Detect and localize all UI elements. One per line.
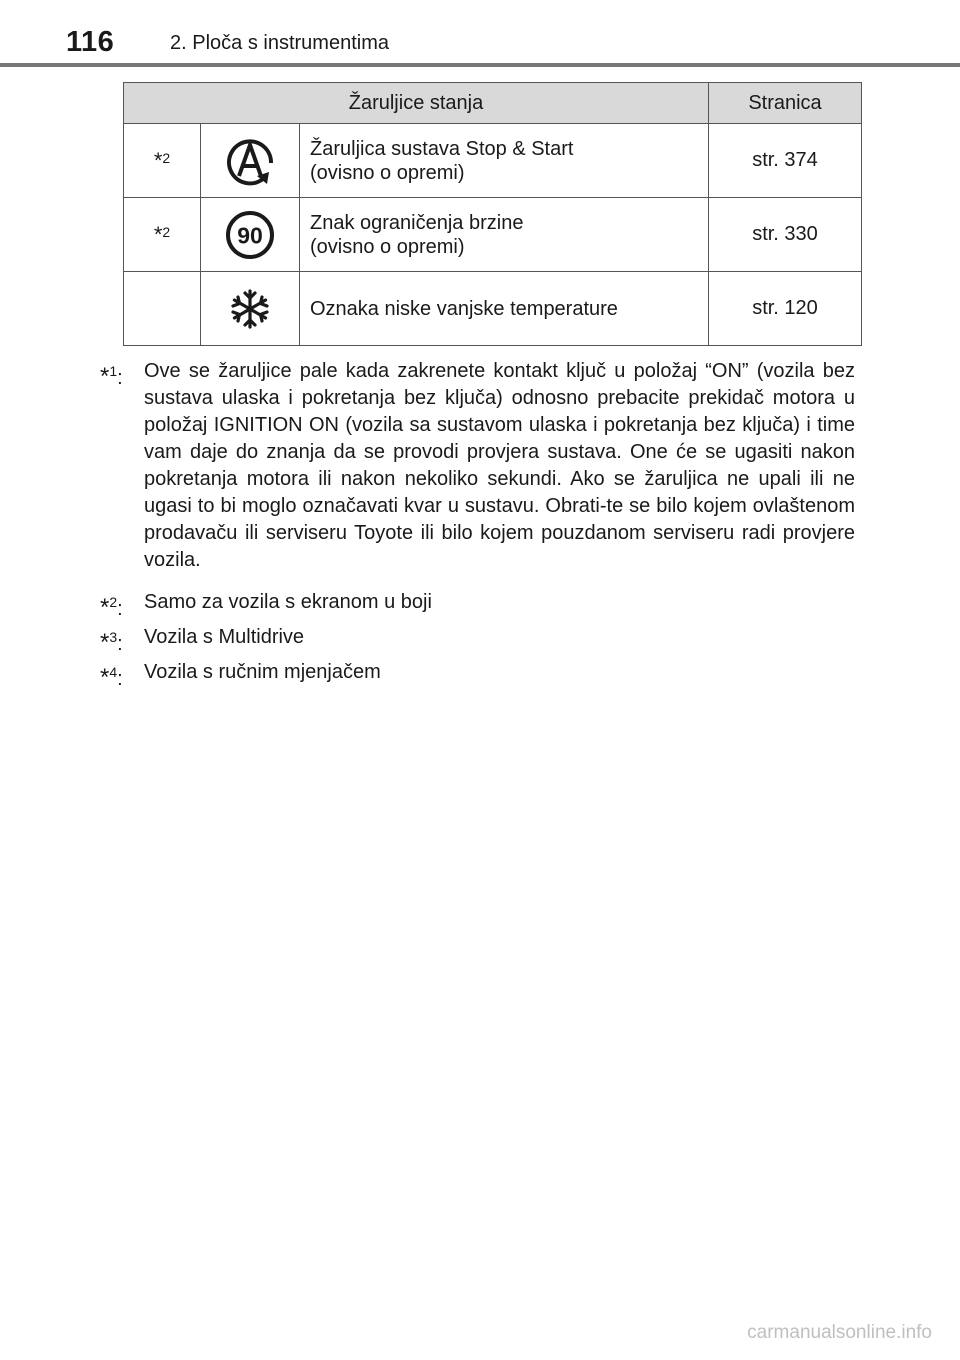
table-header-row [124,83,862,124]
row-description: Žaruljica sustava Stop & Start (ovisno o opremi) [300,124,709,198]
svg-text:90: 90 [237,222,263,248]
table-row [124,124,862,198]
header-rule [0,63,960,67]
column-header-lamps: Žaruljice stanja [124,83,709,124]
footnote-mark: *$^2$ [124,198,201,272]
watermark: carmanualsonline.info [747,1322,932,1343]
page-reference: str. 330 [709,198,862,272]
speed-limit-90-icon [224,209,276,261]
footnote-mark [124,272,201,346]
footnote-mark: *$^2$ [124,124,201,198]
page-reference: str. 374 [709,124,862,198]
footnote-text: Vozila s ručnim mjenjačem [144,661,381,683]
footnote-2: *$^2$: Samo za vozila s ekranom u boji [100,589,855,616]
table-row [124,272,862,346]
footnote-3: *$^3$: Vozila s Multidrive [100,624,855,651]
page-number: 116 [66,26,115,58]
section-title: 2. Ploča s instrumentima [170,32,389,54]
footnote-1: *$^1$: Ove se žaruljice pale kada zakrenete kontakt ključ u položaj “ON” (vozila bez sustava ulaska i pokretanja bez ključa) odnosno prebacite prekidač motora u položaj IGNITION ON (vozila sa sustavom ulaska i pokretanja bez ključa) i time vam daje do znanja da se provodi provjera sustava. One će se ugasiti nakon pokretanja motora ili nakon nekoliko sekundi. Ako se žaruljica ne upali ili ne ugasi to bi moglo označavati kvar u sustavu. Obrati-te se bilo kojem ovlaštenom prodavaču ili serviseru Toyote ili bilo kojem pouzdanom serviseru radi provjere vozila. [100,358,855,574]
row-description: Oznaka niske vanjske temperature [300,272,709,346]
indicator-table [123,82,862,346]
column-header-page: Stranica [709,83,862,124]
snowflake-icon [228,287,272,331]
footnote-4: *$^4$: Vozila s ručnim mjenjačem [100,659,855,686]
stop-start-icon [223,134,277,188]
table-row [124,198,862,272]
footnote-text: Vozila s Multidrive [144,626,305,648]
footnote-text: Samo za vozila s ekranom u boji [144,591,432,613]
page-reference: str. 120 [709,272,862,346]
footnote-text: Ove se žaruljice pale kada zakrenete kontakt ključ u položaj “ON” (vozila bez sustava ulaska i pokretanja bez ključa) odnosno prebacite prekidač motora u položaj IGNITION ON (vozila sa sustavom ulaska i pokretanja bez ključa) i time vam daje do znanja da se provodi provjera sustava. One će se ugasiti nakon pokretanja motora ili nakon nekoliko sekundi. Ako se žaruljica ne upali ili ne ugasi to bi moglo označavati kvar u sustavu. Obrati-te se bilo kojem ovlaštenom prodavaču ili serviseru Toyote ili bilo kojem pouzdanom serviseru radi provjere vozila. [144,360,855,571]
row-description: Znak ograničenja brzine (ovisno o opremi) [300,198,709,272]
